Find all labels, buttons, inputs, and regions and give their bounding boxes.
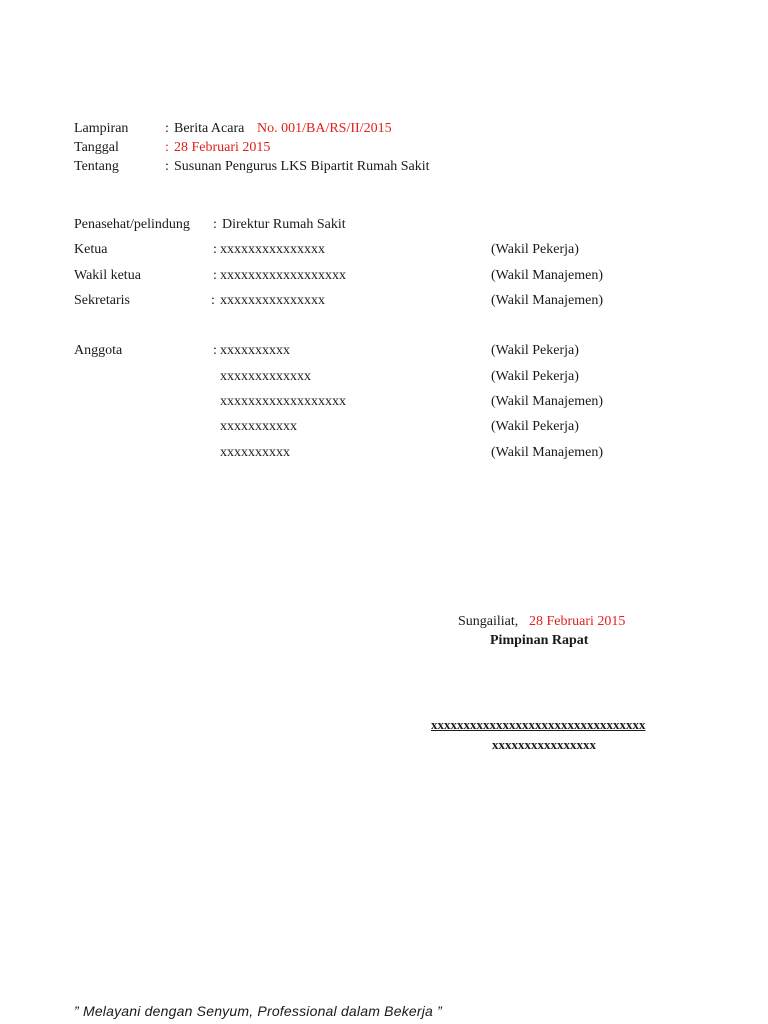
ketua-role: (Wakil Pekerja) — [491, 242, 579, 257]
anggota-name: xxxxxxxxxx — [220, 445, 290, 460]
anggota-name: xxxxxxxxxx — [220, 343, 290, 358]
anggota-role: (Wakil Manajemen) — [491, 394, 603, 409]
penasehat-sep: : — [213, 217, 217, 232]
penasehat-label: Penasehat/pelindung — [74, 217, 190, 232]
penasehat-name: Direktur Rumah Sakit — [222, 217, 346, 232]
anggota-role: (Wakil Pekerja) — [491, 419, 579, 434]
anggota-name: xxxxxxxxxxxxx — [220, 369, 311, 384]
sekretaris-name: xxxxxxxxxxxxxxx — [220, 293, 325, 308]
tanggal-value: 28 Februari 2015 — [174, 140, 271, 155]
anggota-role: (Wakil Pekerja) — [491, 343, 579, 358]
wakil-ketua-sep: : — [213, 268, 217, 283]
signature-place: Sungailiat, — [458, 614, 519, 629]
ketua-label: Ketua — [74, 242, 108, 257]
footer-motto: ” Melayani dengan Senyum, Professional dalam Bekerja ” — [74, 1003, 442, 1019]
wakil-ketua-label: Wakil ketua — [74, 268, 141, 283]
anggota-name: xxxxxxxxxxx — [220, 419, 297, 434]
tentang-value: Susunan Pengurus LKS Bipartit Rumah Sakit — [174, 159, 430, 174]
lampiran-number: No. 001/BA/RS/II/2015 — [257, 121, 392, 136]
wakil-ketua-role: (Wakil Manajemen) — [491, 268, 603, 283]
sekretaris-role: (Wakil Manajemen) — [491, 293, 603, 308]
tentang-label: Tentang — [74, 159, 119, 174]
signature-name: xxxxxxxxxxxxxxxxxxxxxxxxxxxxxxxxx — [431, 717, 646, 732]
lampiran-label: Lampiran — [74, 121, 129, 136]
anggota-name: xxxxxxxxxxxxxxxxxx — [220, 394, 346, 409]
anggota-role: (Wakil Pekerja) — [491, 369, 579, 384]
signature-id: xxxxxxxxxxxxxxxx — [492, 737, 596, 752]
tanggal-sep: : — [165, 140, 169, 155]
tentang-sep: : — [165, 159, 169, 174]
anggota-role: (Wakil Manajemen) — [491, 445, 603, 460]
tanggal-label: Tanggal — [74, 140, 119, 155]
signature-title: Pimpinan Rapat — [490, 633, 589, 648]
lampiran-text: Berita Acara — [174, 121, 245, 136]
sekretaris-sep: : — [211, 293, 215, 308]
ketua-name: xxxxxxxxxxxxxxx — [220, 242, 325, 257]
ketua-sep: : — [213, 242, 217, 257]
anggota-sep: : — [213, 343, 217, 358]
sekretaris-label: Sekretaris — [74, 293, 130, 308]
signature-date: 28 Februari 2015 — [529, 614, 626, 629]
lampiran-sep: : — [165, 121, 169, 136]
anggota-label: Anggota — [74, 343, 123, 358]
wakil-ketua-name: xxxxxxxxxxxxxxxxxx — [220, 268, 346, 283]
